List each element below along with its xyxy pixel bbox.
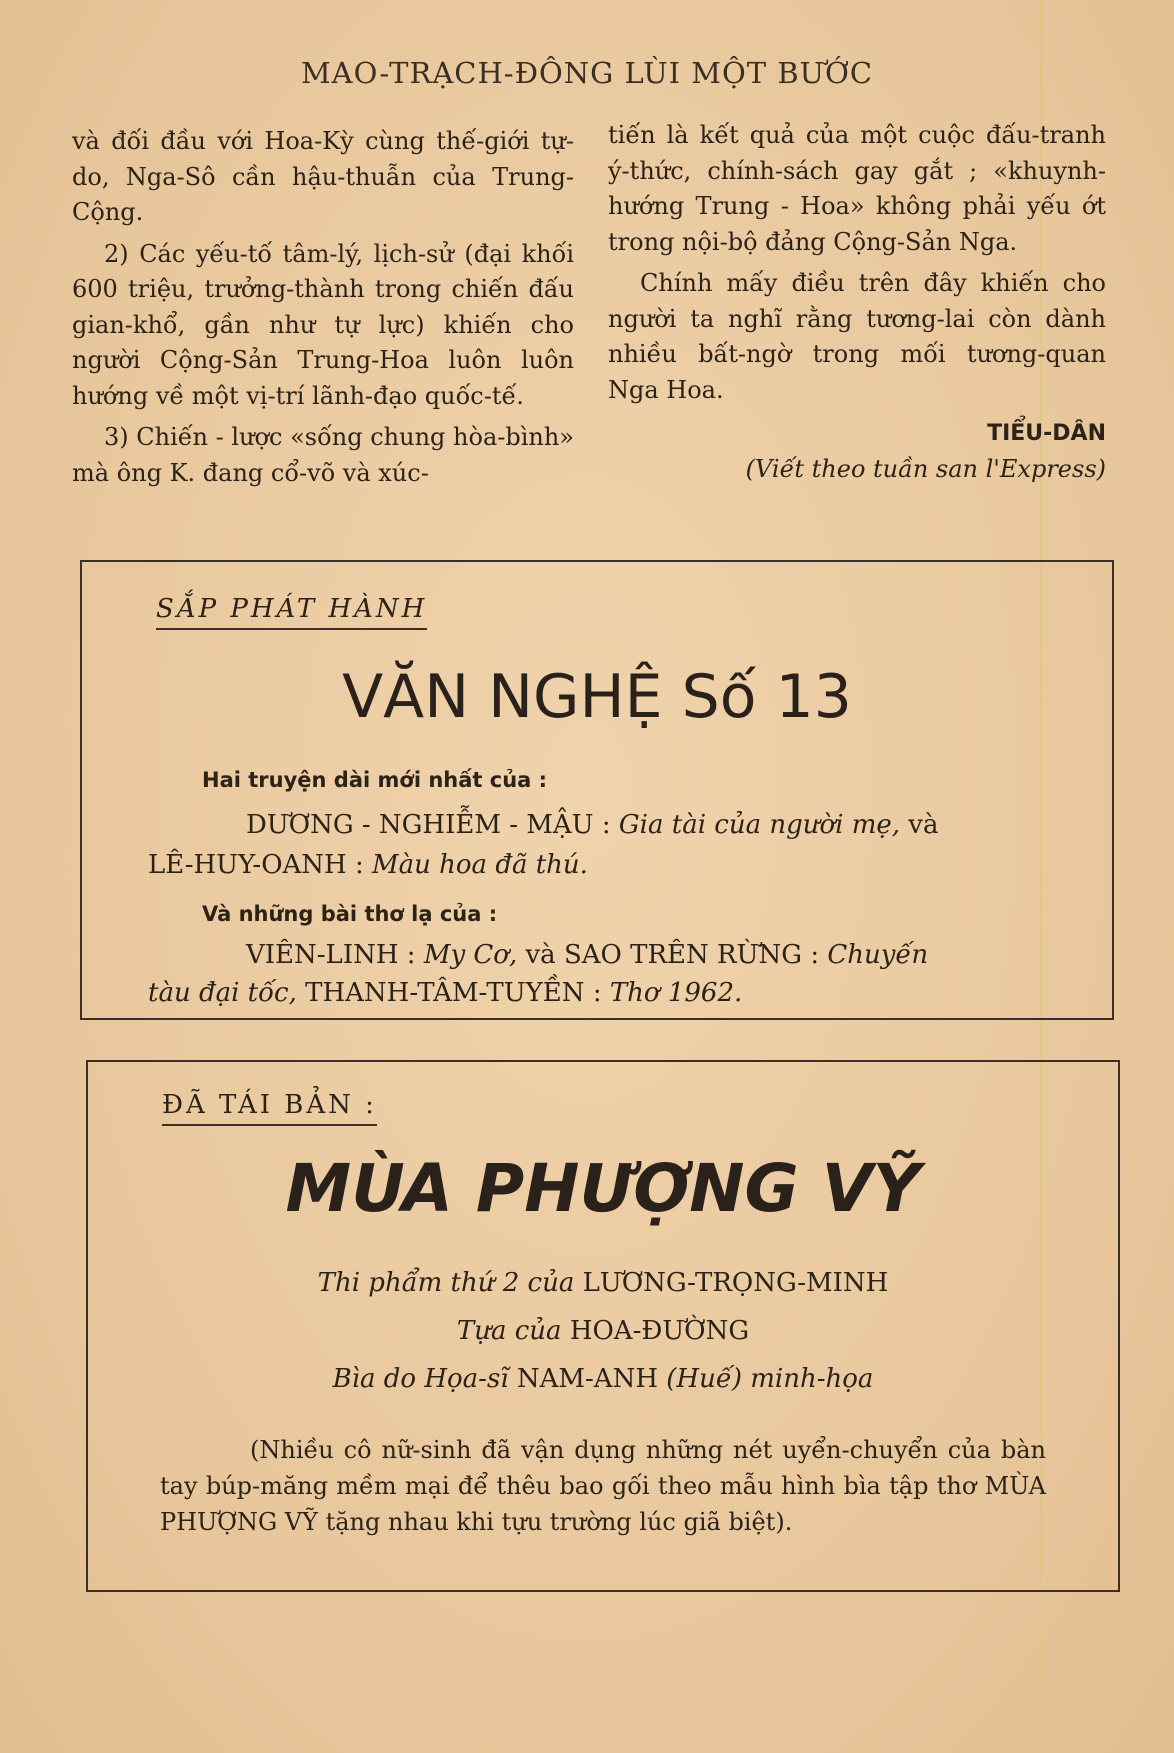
author-name: SAO TRÊN RỪNG — [563, 940, 803, 970]
credit-label: (Huế) minh-họa — [666, 1364, 874, 1394]
ad-heading: SẮP PHÁT HÀNH — [156, 594, 427, 630]
ad-mua-phuong-vy — [86, 1060, 1120, 1592]
poet-name: LƯƠNG-TRỌNG-MINH — [582, 1268, 889, 1298]
ad-heading: ĐÃ TÁI BẢN : — [162, 1090, 377, 1126]
separator: : — [810, 940, 820, 970]
separator: : — [354, 850, 364, 880]
ad-credit-line — [88, 1268, 1118, 1298]
illustrator-name: NAM-ANH — [516, 1364, 659, 1394]
separator: : — [406, 940, 416, 970]
work-title: Gia tài của người mẹ, — [618, 810, 901, 840]
work-title: Màu hoa đã thú. — [372, 850, 588, 880]
ad-van-nghe — [80, 560, 1114, 1020]
conjunction: và — [908, 810, 939, 840]
separator: : — [601, 810, 611, 840]
author-name: LÊ-HUY-OANH — [148, 850, 347, 880]
article-source: (Viết theo tuần san l'Express) — [745, 454, 1106, 483]
ad-credit-line — [88, 1364, 1118, 1394]
article-paragraph: tiến là kết quả của một cuộc đấu-tranh ý-thức, chính-sách gay gắt ; «khuynh-hướng Trung - Hoa» không phải yếu ớt trong nội-bộ đảng Cộng-Sản Nga. — [608, 121, 1106, 256]
article-signature-block — [608, 416, 1106, 487]
author-name: THANH-TÂM-TUYỀN — [305, 978, 585, 1008]
work-title: Chuyến — [827, 940, 929, 970]
author-signature: TIỂU-DÂN — [987, 421, 1106, 446]
work-title: tàu đại tốc, — [148, 978, 297, 1008]
article-right-column — [608, 118, 1106, 487]
credit-label: Thi phẩm thứ 2 của — [317, 1268, 575, 1298]
article-left-column — [72, 124, 574, 491]
ad-line — [148, 850, 588, 880]
work-title: My Cơ, — [423, 940, 518, 970]
article-paragraph: Chính mấy điều trên đây khiến cho người ta nghĩ rằng tương-lai còn dành nhiều bất-ngờ trong mối tương-quan Nga Hoa. — [608, 269, 1106, 404]
ad-line — [246, 940, 928, 970]
ad-line — [246, 810, 939, 840]
ad-title: VĂN NGHỆ Số 13 — [342, 662, 852, 732]
ad-subheading: Hai truyện dài mới nhất của : — [202, 768, 548, 792]
ad-line — [148, 978, 742, 1008]
article-paragraph: và đối đầu với Hoa-Kỳ cùng thế-giới tự-do, Nga-Sô cần hậu-thuẫn của Trung-Cộng. — [72, 127, 574, 226]
preface-author-name: HOA-ĐƯỜNG — [569, 1316, 750, 1346]
ad-note: (Nhiều cô nữ-sinh đã vận dụng những nét uyển-chuyển của bàn tay búp-măng mềm mại để thêu bao gối theo mẫu hình bìa tập thơ MÙA PHƯỢNG VỸ tặng nhau khi tựu trường lúc giã biệt). — [160, 1436, 1046, 1536]
conjunction: và — [525, 940, 556, 970]
ad-title: MÙA PHƯỢNG VỸ — [285, 1150, 921, 1227]
ad-credit-line — [88, 1316, 1118, 1346]
article-paragraph: 3) Chiến - lược «sống chung hòa-bình» mà ông K. đang cổ-võ và xúc- — [72, 423, 574, 487]
credit-label: Tựa của — [456, 1316, 562, 1346]
ad-subheading: Và những bài thơ lạ của : — [202, 902, 498, 926]
article-paragraph: 2) Các yếu-tố tâm-lý, lịch-sử (đại khối 600 triệu, trưởng-thành trong chiến đấu gian-khổ, gần như tự lực) khiến cho người Cộng-Sản Trung-Hoa luôn luôn hướng về một vị-trí lãnh-đạo quốc-tế. — [72, 239, 574, 410]
work-title: Thơ 1962. — [609, 978, 743, 1008]
credit-label: Bìa do Họa-sĩ — [332, 1364, 509, 1394]
author-name: VIÊN-LINH — [246, 940, 399, 970]
running-head: MAO-TRẠCH-ĐÔNG LÙI MỘT BƯỚC — [300, 56, 874, 90]
separator: : — [592, 978, 602, 1008]
author-name: DƯƠNG - NGHIỄM - MẬU — [246, 810, 594, 840]
